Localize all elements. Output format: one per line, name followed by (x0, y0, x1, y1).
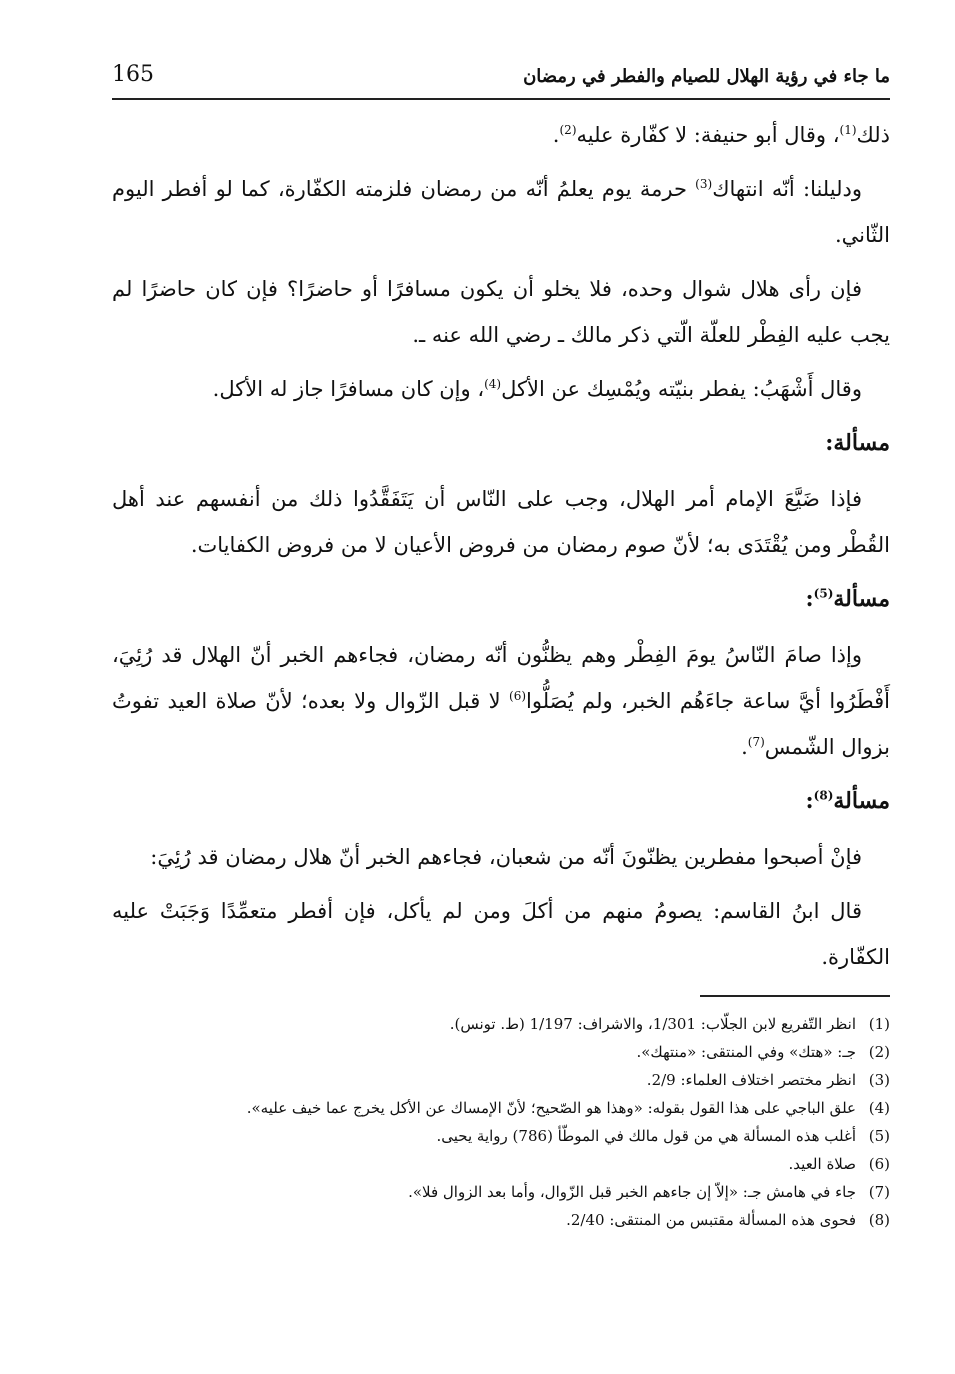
footnote: (1) انظر التّفريع لابن الجلّاب: 1/301، والاشراف: 1/197 (ط. تونس). (449, 1015, 890, 1033)
paragraph-7: فإنْ أصبحوا مفطرين يظنّونَ أنّه من شعبان، فجاءهم الخبر أنّ هلال رمضان قد رُئِيَ: (150, 845, 862, 869)
paragraph-8: قال ابنُ القاسم: يصومُ منهم من أكلَ ومن لم يأكل، فإن أفطر متعمِّدًا وَجَبَتْ عليه الكفّارة. (112, 899, 890, 969)
paragraph-5: فإذا ضَيَّعَ الإمام أمر الهلال، وجب على النّاس أن يَتَفَقَّدُوا ذلك من أنفسهم عند أهل القُطْر ومن يُقْتَدَى به؛ لأنّ صوم رمضان من فروض الأعيان لا من فروض الكفايات. (112, 487, 890, 557)
footnotes (112, 1010, 890, 1234)
footnote: (5) أغلب هذه المسألة هي من قول مالك في الموطّأ (786) رواية يحيى. (436, 1127, 890, 1145)
footnote: (6) صلاة العيد. (788, 1155, 890, 1173)
footnote-ref-1: (1) (839, 123, 857, 137)
running-title: ما جاء في رؤية الهلال للصيام والفطر في رمضان (523, 66, 890, 87)
footnote-ref-6: (6) (509, 689, 527, 703)
paragraph-3: فإن رأى هلال شوال وحده، فلا يخلو أن يكون مسافرًا أو حاضرًا؟ فإن كان حاضرًا لم يجب عليه الفِطْر للعلّة الّتي ذكر مالك ـ رضي الله عنه ـ. (112, 277, 890, 347)
footnote-ref-5: (5) (813, 586, 834, 601)
section-heading-1: مسألة: (825, 430, 890, 456)
paragraph-2: ودليلنا: أنّه انتهاك$^{(3)}$ حرمة يوم يعلمُ أنّه من رمضان فلزمته الكفّارة، كما لو أفطر اليوم الثّاني. (112, 177, 890, 247)
footnote-separator (700, 995, 890, 997)
footnote: (8) فحوى هذه المسألة مقتبس من المنتقى: 2/40. (566, 1211, 890, 1229)
paragraph-6: وإذا صامَ النّاسُ يومَ الفِطْر وهم يظنُّون أنّه رمضان، فجاءهم الخبر أنّ الهلال قد رُئِيَ، أَفْطَرُوا أيَّ ساعة جاءَهُم الخبر، ولم يُصَلُّوا$^{(6)}$ لا قبل الزّوال ولا بعده؛ لأنّ صلاة العيد تفوتُ بزوال الشّمس$^{(7)}$. (112, 643, 890, 759)
footnote: (4) علق الباجي على هذا القول بقوله: «وهذا هو الصّحيح؛ لأنّ الإمساك عن الأكل يخرج عما خيف عليه». (246, 1099, 890, 1117)
footnote-ref-3: (3) (695, 177, 713, 191)
footnote-ref-8: (8) (813, 788, 834, 803)
main-text (112, 112, 890, 988)
page-number: 165 (112, 62, 154, 87)
footnote: (7) جاء في هامش جـ: «إلاّ إن جاءهم الخبر قبل الزّوال، وأما بعد الزوال فلا». (408, 1183, 890, 1201)
section-heading-2: مسألة$^{(5)}$: (805, 586, 890, 612)
page-header (112, 58, 890, 100)
footnote-ref-2: (2) (559, 123, 577, 137)
section-heading-3: مسألة$^{(8)}$: (805, 788, 890, 814)
paragraph-1: ذلك$^{(1)}$، وقال أبو حنيفة: لا كفّارة عليه$^{(2)}$. (552, 123, 890, 147)
footnote-ref-7: (7) (747, 735, 765, 749)
footnote-ref-4: (4) (484, 377, 502, 391)
paragraph-4: وقال أَشْهَبُ: يفطر بنيّته ويُمْسِك عن الأكل$^{(4)}$، وإن كان مسافرًا جاز له الأكل. (212, 377, 862, 401)
footnote: (2) جـ: «هتك» وفي المنتقى: «منتهك». (636, 1043, 890, 1061)
footnote: (3) انظر مختصر اختلاف العلماء: 2/9. (646, 1071, 890, 1089)
